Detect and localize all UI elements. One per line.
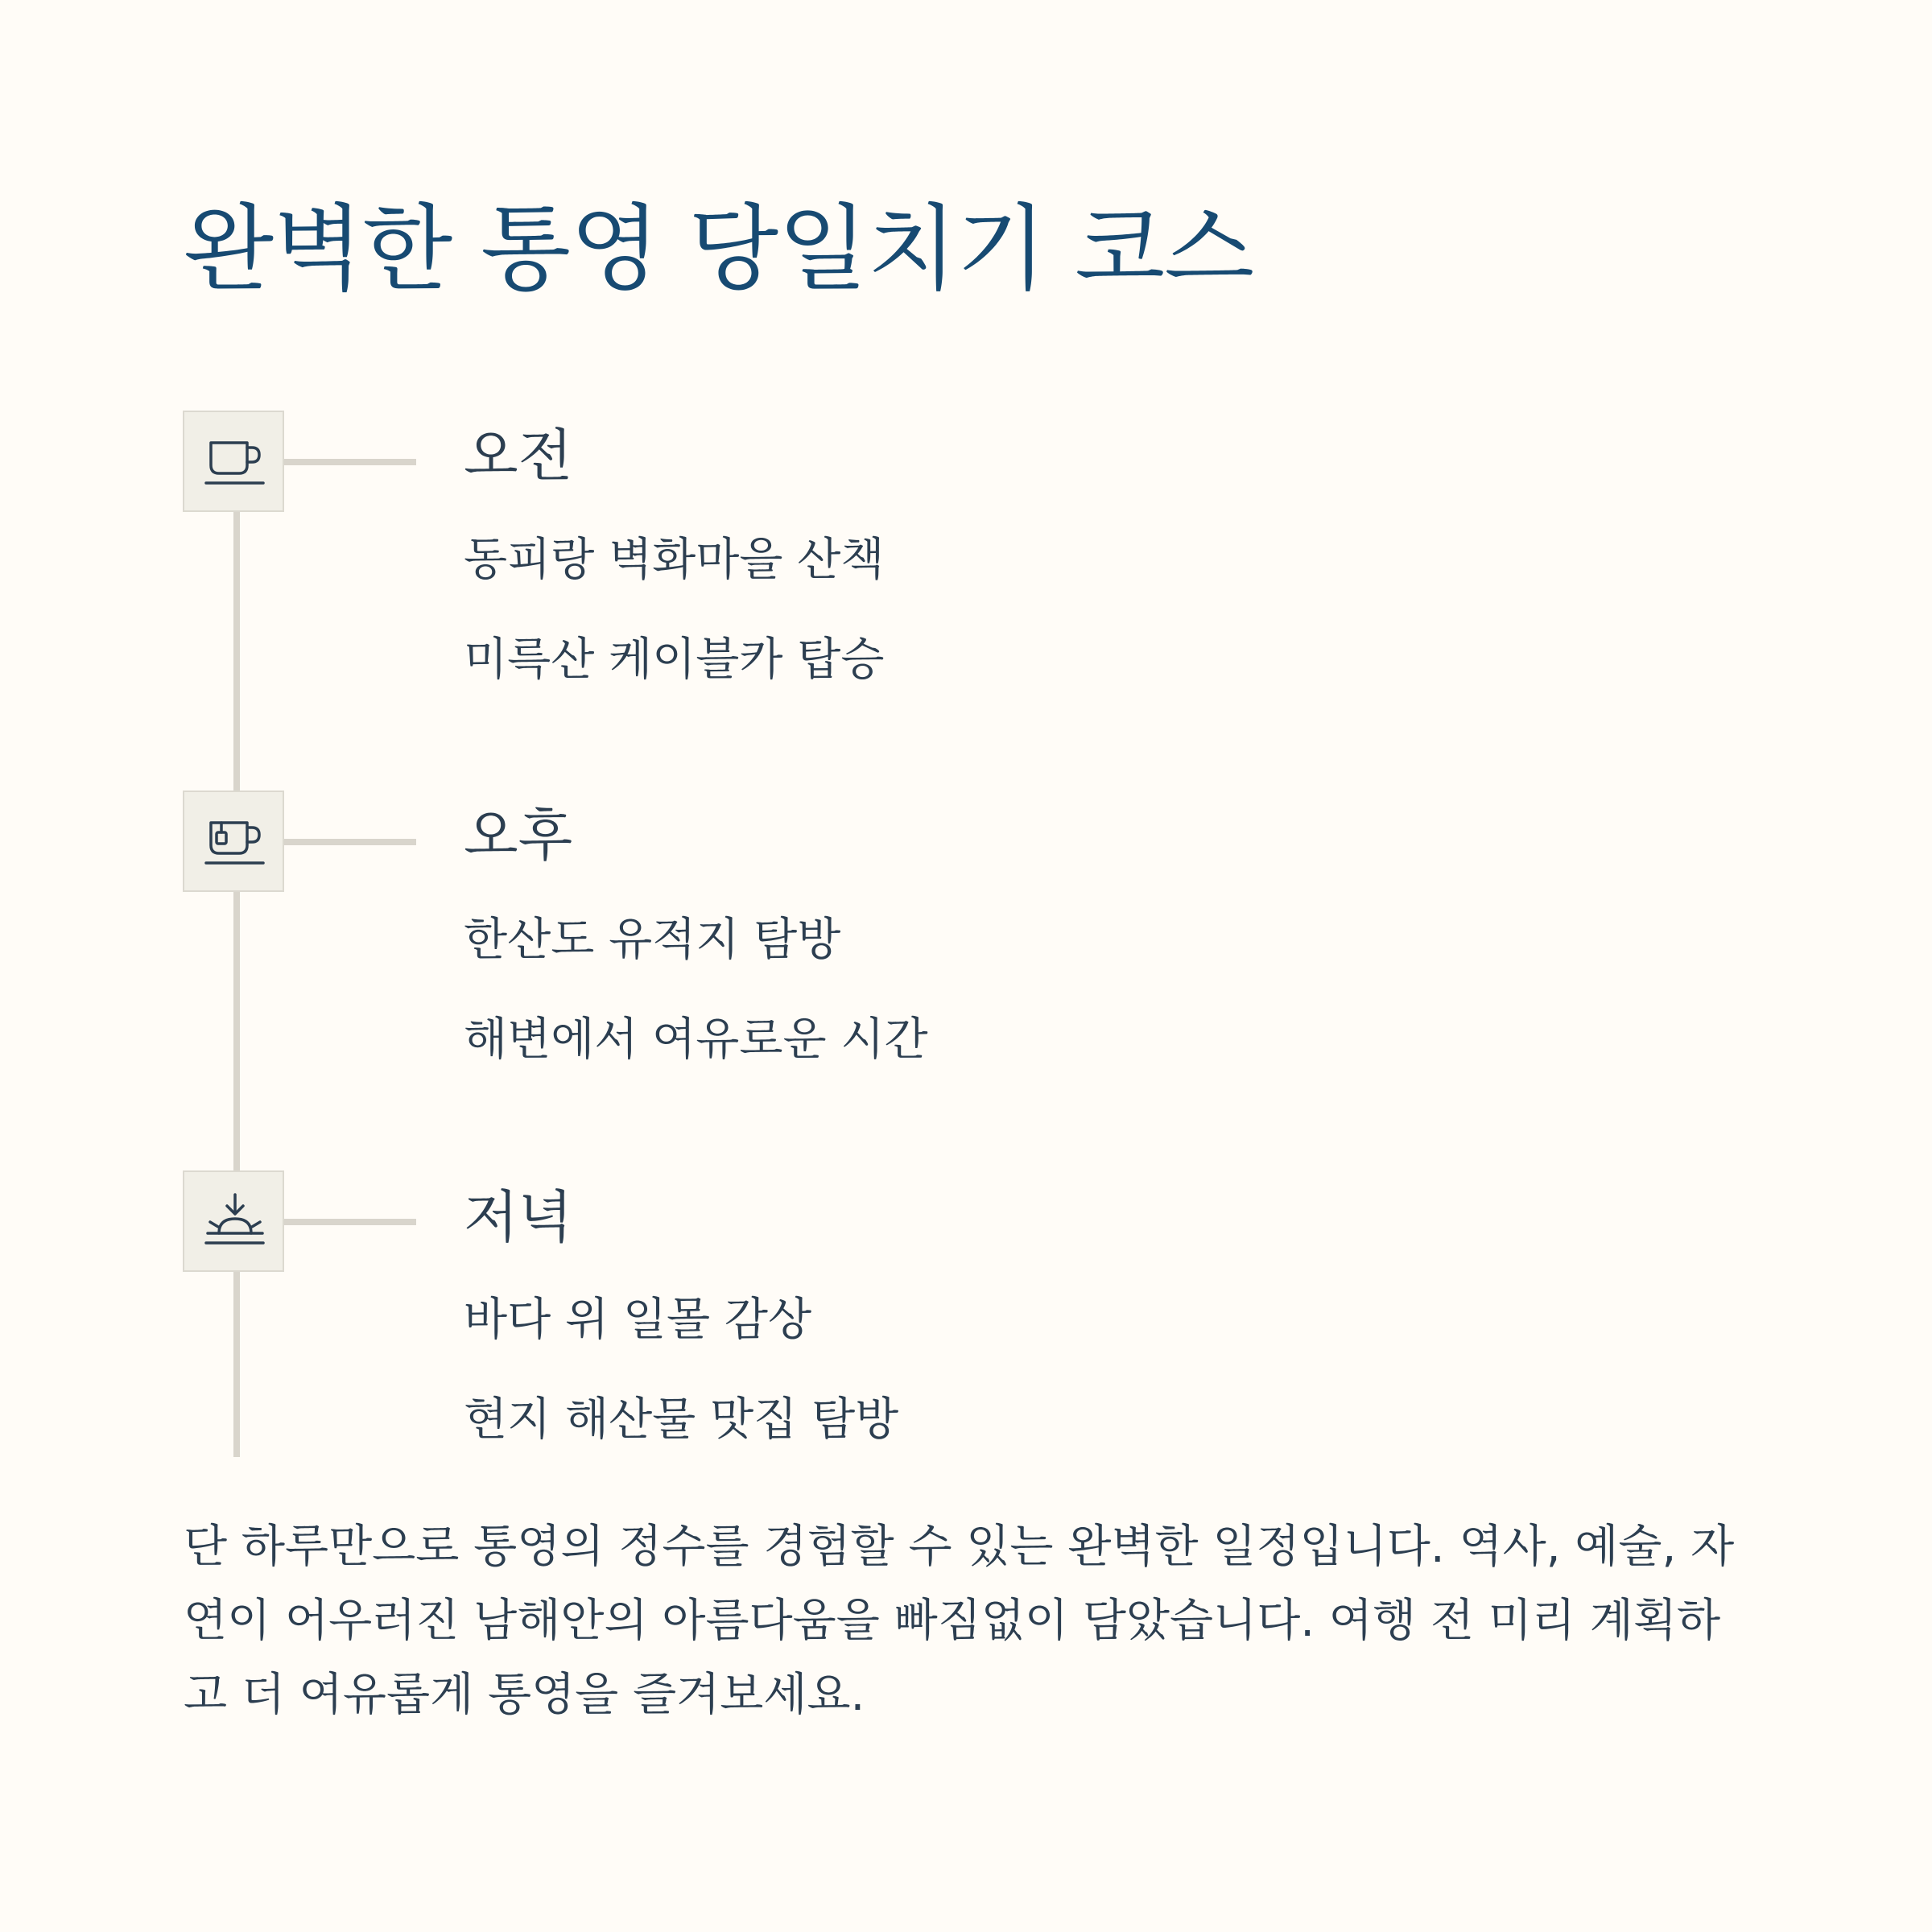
itinerary-item: 현지 해산물 맛집 탐방 — [464, 1393, 899, 1446]
page-title: 완벽한 통영 당일치기 코스 — [184, 195, 1254, 303]
timeline-connector — [284, 839, 416, 845]
itinerary-item: 바다 위 일몰 감상 — [464, 1294, 812, 1346]
itinerary-item: 해변에서 여유로운 시간 — [464, 1013, 928, 1066]
coffee-cup-icon-box — [183, 411, 284, 512]
timeline-connector — [284, 459, 416, 465]
itinerary-item: 미륵산 케이블카 탑승 — [464, 634, 885, 686]
sunset-icon-box — [183, 1170, 284, 1272]
sunset-icon — [200, 1188, 270, 1257]
timeline-connector — [284, 1219, 416, 1225]
coffee-cup-icon — [200, 428, 270, 497]
section-label-afternoon: 오후 — [464, 803, 573, 869]
summary-paragraph: 단 하루만으로 통영의 정수를 경험할 수 있는 완벽한 일정입니다. 역사, 예술, 자연이 어우러진 남해안의 아름다움을 빠짐없이 담았습니다. 여행 전 미리 계획하고 더 여유롭게 통영을 즐겨보세요. — [184, 1521, 1735, 1721]
itinerary-item: 한산도 유적지 탐방 — [464, 914, 841, 966]
section-label-morning: 오전 — [464, 423, 573, 489]
timeline-line — [233, 1272, 240, 1457]
section-label-evening: 저녁 — [464, 1184, 573, 1250]
tea-cup-icon-box — [183, 791, 284, 892]
tea-cup-icon — [200, 808, 270, 877]
itinerary-item: 동피랑 벽화마을 산책 — [464, 534, 885, 586]
timeline-line — [233, 512, 240, 792]
timeline-line — [233, 892, 240, 1172]
